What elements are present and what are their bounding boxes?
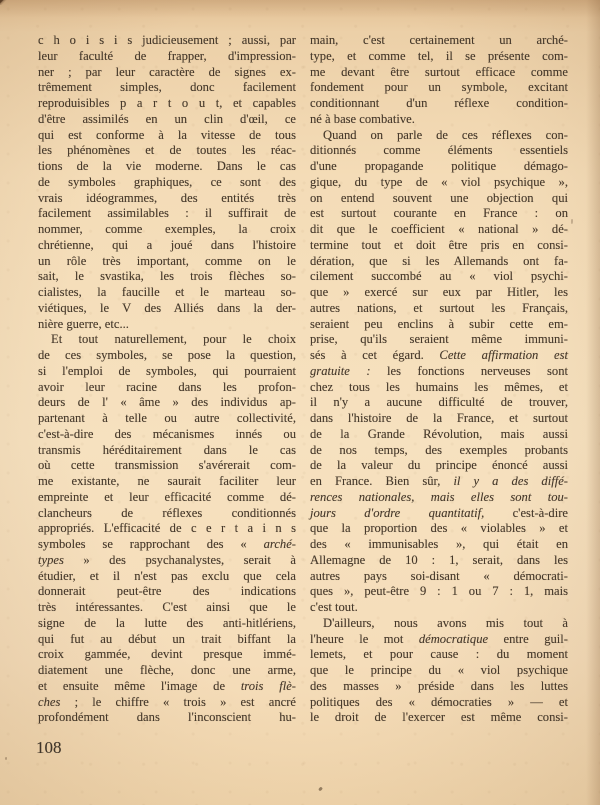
text-line: [310, 348, 568, 364]
text-line: [38, 695, 296, 711]
italic-text: trois flè-: [240, 678, 296, 693]
body-text: que le principe du « viol psychique: [310, 663, 568, 677]
text-line: [38, 569, 296, 585]
text-line: [38, 143, 296, 159]
body-text: ; le chiffre « trois » est ancré: [60, 694, 296, 709]
body-text: D'ailleurs, nous avons mis tout à: [323, 615, 568, 630]
text-line: [310, 80, 568, 96]
body-text: de symboles graphiques, ce sont des: [38, 174, 296, 189]
text-line: [38, 317, 296, 333]
body-text: de la valeur du principe énoncé aussi: [310, 458, 568, 473]
text-line: [310, 301, 568, 317]
body-text: étudier, et il n'est pas exclu que cela: [38, 568, 296, 583]
body-text: très intéressantes. C'est ainsi que le: [38, 600, 296, 614]
body-text: transmis héréditairement dans le cas: [38, 442, 296, 457]
text-line: [310, 695, 568, 711]
body-text: politiques des « démocraties » — et: [310, 694, 568, 709]
text-line: [310, 380, 568, 396]
body-text: qui est conforme à la vitesse de tous: [38, 127, 296, 142]
body-text: nommer, comme exemples, la croix: [38, 222, 296, 236]
body-text: sait, le svastika, les trois flèches so-: [38, 269, 296, 284]
italic-text: arché-: [263, 537, 296, 551]
body-text: autres nations, et surtout les Français,: [310, 300, 568, 315]
body-text: les phénomènes et de toutes les réac-: [38, 143, 296, 158]
body-text: où cette transmission s'avérerait com-: [38, 458, 296, 473]
text-line: [310, 490, 568, 506]
body-text: le droit de l'exercer est même consi-: [310, 710, 568, 725]
text-line: [310, 458, 568, 474]
text-line: [310, 206, 568, 222]
text-line: [38, 537, 296, 553]
text-line: [38, 474, 296, 490]
text-line: [38, 285, 296, 301]
text-line: [38, 49, 296, 65]
body-text: prise, qu'ils seraient même immuni-: [310, 332, 568, 347]
text-line: [310, 65, 568, 81]
text-line: [310, 143, 568, 159]
body-text: chrétienne, qui a joué dans l'histoire: [38, 237, 296, 252]
body-text: des masses » préside dans les luttes: [310, 678, 568, 693]
text-line: [38, 521, 296, 537]
text-line: [38, 663, 296, 679]
italic-text: types: [38, 552, 64, 567]
text-line: [38, 222, 296, 238]
body-text: croix gammée, devint presque immé-: [38, 647, 296, 662]
text-line: [310, 49, 568, 65]
body-text: qui fut au début un trait biffant la: [38, 631, 296, 646]
body-text: type, et comme tel, il se présente com-: [310, 48, 568, 63]
body-text: les fonctions nerveuses sont: [370, 363, 568, 378]
ink-speck: [571, 219, 573, 224]
italic-text: rences nationales, mais elles sont tou-: [310, 489, 568, 504]
text-line: [38, 411, 296, 427]
body-text: Quand on parle de ces réflexes con-: [323, 127, 568, 142]
body-text: reproduisibles p a r t o u t, et capables: [38, 96, 296, 110]
text-line: [310, 600, 568, 616]
text-line: [310, 96, 568, 112]
body-text: tions de la vie moderne. Dans le cas: [38, 159, 296, 173]
text-line: [310, 317, 568, 333]
body-text: sés à cet égard.: [310, 348, 440, 362]
body-text: c'est tout.: [310, 600, 358, 614]
body-text: empreinte et leur efficacité comme dé-: [38, 489, 296, 504]
text-line: [310, 254, 568, 270]
body-text: profondément dans l'inconscient hu-: [38, 710, 296, 725]
body-text: de ces symboles, se pose la question,: [38, 348, 296, 362]
text-line: [310, 159, 568, 175]
body-text: c'est-à-dire: [484, 505, 568, 520]
text-line: [38, 269, 296, 285]
body-text: d'être assimilés en un clin d'œil, ce: [38, 111, 296, 126]
text-line: [310, 647, 568, 663]
text-line: [310, 506, 568, 522]
body-text: facilement assimilables : il suffirait de: [38, 206, 296, 221]
text-line: [38, 584, 296, 600]
text-line: [38, 159, 296, 175]
text-line: [38, 364, 296, 380]
body-text: en France. Bien sûr,: [310, 474, 454, 488]
body-text: symboles se rapprochant des «: [38, 537, 264, 551]
body-text: un rôle très important, comme on le: [38, 253, 296, 268]
text-line: [38, 332, 296, 348]
text-line: [310, 112, 568, 128]
ink-speck: [5, 757, 7, 760]
italic-text: ches: [38, 694, 61, 709]
text-line: [38, 600, 296, 616]
text-line: [38, 395, 296, 411]
body-text: signe de la lutte des anti-hitlériens,: [38, 615, 296, 630]
text-line: [38, 175, 296, 191]
text-line: [38, 458, 296, 474]
text-line: [38, 128, 296, 144]
body-text: avoir leur racine dans les profon-: [38, 379, 296, 394]
body-text: me devant être surtout efficace comme: [310, 64, 568, 79]
italic-text: gratuite :: [310, 363, 371, 378]
body-text: leur faculté de frapper, d'impression-: [38, 48, 296, 63]
text-line: [310, 553, 568, 569]
text-line: [310, 616, 568, 632]
text-line: [310, 222, 568, 238]
text-column-left: [38, 33, 296, 726]
body-text: on entend souvent une objection qui: [310, 190, 568, 205]
body-text: et ensuite même l'image de: [38, 678, 241, 693]
text-line: [310, 569, 568, 585]
text-line: [310, 427, 568, 443]
text-line: [310, 474, 568, 490]
text-line: [310, 332, 568, 348]
body-text: c h o i s i s judicieusement ; aussi, par: [38, 33, 296, 47]
body-text: il n'y a aucune difficulté de trouver,: [310, 395, 568, 410]
text-line: [310, 537, 568, 553]
body-text: Et tout naturellement, pour le choix: [51, 332, 296, 347]
body-text: ner ; par leur caractère de signes ex-: [38, 64, 296, 79]
body-text: né à base combative.: [310, 111, 415, 126]
text-column-right: [310, 33, 568, 726]
text-line: [310, 238, 568, 254]
body-text: de la Grande Révolution, mais aussi: [310, 426, 568, 441]
text-line: [310, 710, 568, 726]
body-text: si l'emploi de symboles, qui pourraient: [38, 363, 296, 378]
right-edge-shadow: [586, 0, 600, 805]
text-line: [310, 521, 568, 537]
text-line: [38, 679, 296, 695]
body-text: autres pays soi-disant « démocrati-: [310, 568, 568, 583]
text-line: [310, 128, 568, 144]
body-text: Allemagne de 10 : 1, serait, dans les: [310, 552, 568, 567]
ink-speck: [318, 787, 323, 792]
text-line: [310, 395, 568, 411]
text-line: [310, 269, 568, 285]
corner-shadow: [0, 0, 14, 5]
body-text: vrais idéogrammes, des entités très: [38, 190, 296, 205]
italic-text: jours d'ordre quantitatif,: [310, 505, 485, 520]
body-text: cialistes, la faucille et le marteau so-: [38, 285, 296, 299]
text-columns: [38, 33, 568, 726]
text-line: [310, 443, 568, 459]
body-text: seraient peu enclins à subir cette em-: [310, 316, 568, 331]
text-line: [310, 285, 568, 301]
text-line: [310, 33, 568, 49]
body-text: deurs de l' « âme » des individus ap-: [38, 395, 296, 410]
body-text: de nos temps, des exemples probants: [310, 442, 568, 457]
body-text: nière guerre, etc...: [38, 316, 129, 331]
text-line: [38, 301, 296, 317]
text-line: [310, 411, 568, 427]
body-text: ditionnés comme éléments essentiels: [310, 143, 568, 158]
text-line: [38, 427, 296, 443]
page-number: 108: [36, 738, 62, 757]
body-text: que la proportion des « violables » et: [310, 521, 568, 536]
text-line: [38, 112, 296, 128]
body-text: d'une propagande politique démago-: [310, 159, 568, 173]
body-text: dans l'histoire de la France, et surtout: [310, 411, 568, 425]
body-text: des « immunisables », qui était en: [310, 537, 568, 551]
body-text: est surtout courante en France : on: [310, 206, 568, 221]
text-line: [38, 191, 296, 207]
italic-text: démocratique: [418, 631, 489, 646]
text-line: [38, 506, 296, 522]
text-line: [310, 679, 568, 695]
text-line: [310, 663, 568, 679]
text-line: [38, 33, 296, 49]
text-line: [38, 65, 296, 81]
body-text: que » exercé sur eux par Hitler, les: [310, 285, 568, 299]
body-text: l'heure le mot: [310, 631, 419, 646]
text-line: [38, 254, 296, 270]
top-edge-shadow: [0, 0, 600, 18]
body-text: chez tous les humains les mêmes, et: [310, 379, 568, 394]
text-line: [38, 710, 296, 726]
text-line: [310, 175, 568, 191]
text-line: [38, 238, 296, 254]
text-line: [38, 490, 296, 506]
body-text: appropriés. L'efficacité de c e r t a i n s: [38, 521, 296, 536]
text-line: [38, 616, 296, 632]
body-text: conditionnant d'un réflexe condition-: [310, 96, 568, 110]
body-text: diatement une flèche, donc une arme,: [38, 663, 296, 677]
text-line: [310, 632, 568, 648]
body-text: lemets, et pour cause : du moment: [310, 647, 568, 662]
body-text: dit que le coefficient « national » dé-: [310, 222, 568, 236]
text-line: [310, 191, 568, 207]
body-text: partenant à telle ou autre collectivité,: [38, 411, 296, 425]
body-text: main, c'est certainement un arché-: [310, 33, 568, 47]
body-text: gique, du type de « viol psychique »,: [310, 174, 568, 189]
text-line: [38, 553, 296, 569]
text-line: [38, 96, 296, 112]
body-text: viétiques, le V des Alliés dans la der-: [38, 300, 296, 315]
text-line: [38, 348, 296, 364]
body-text: entre guil-: [488, 631, 568, 646]
text-line: [310, 584, 568, 600]
body-text: fondement pour un symbole, excitant: [310, 80, 568, 95]
text-line: [38, 647, 296, 663]
body-text: donnerait peut-être des indications: [38, 584, 296, 599]
text-line: [38, 443, 296, 459]
text-line: [38, 380, 296, 396]
body-text: me existante, ne saurait faciliter leur: [38, 474, 296, 488]
text-line: [38, 206, 296, 222]
body-text: ques », peut-être 9 : 1 ou 7 : 1, mais: [310, 584, 568, 599]
body-text: c'est-à-dire des mécanismes innés ou: [38, 426, 296, 441]
body-text: trêmement simples, donc facilement: [38, 80, 296, 95]
body-text: termine tout et doit être pris en consi-: [310, 237, 568, 252]
italic-text: Cette affirmation est: [439, 348, 568, 362]
body-text: dération, que si les Allemands ont fa-: [310, 253, 568, 268]
text-line: [38, 632, 296, 648]
body-text: clancheurs de réflexes conditionnés: [38, 505, 296, 520]
text-line: [310, 364, 568, 380]
body-text: cilement succombé au « viol psychi-: [310, 269, 568, 284]
text-line: [38, 80, 296, 96]
body-text: » des psychanalystes, serait à: [63, 552, 296, 567]
italic-text: il y a des diffé-: [453, 474, 568, 488]
